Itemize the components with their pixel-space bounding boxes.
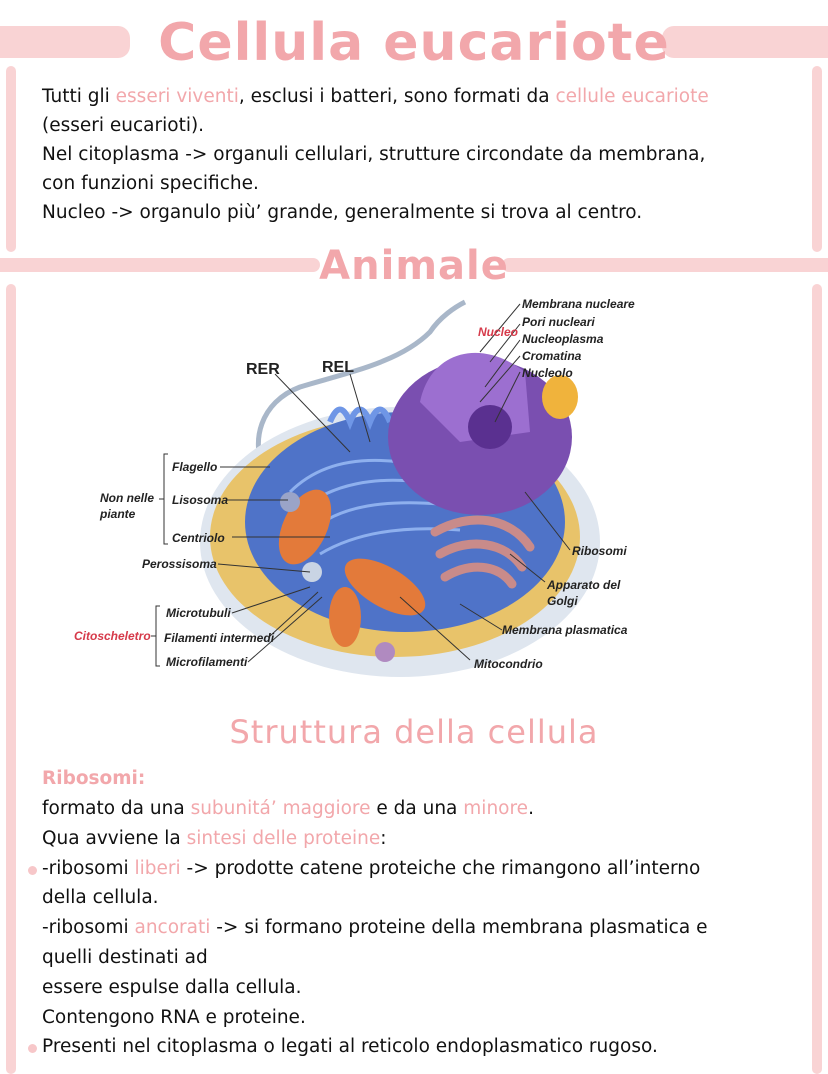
frame-right-bottom [812,284,822,1074]
label-piante: piante [100,507,136,521]
label-filamenti-intermedi: Filamenti intermedi [164,631,275,645]
label-rel: REL [322,359,354,376]
frame-left-bottom [6,284,16,1074]
frame-right-top [812,66,822,252]
label-flagello: Flagello [172,460,218,474]
section-animale-title: Animale [319,243,509,289]
label-ribosomi: Ribosomi [572,544,627,558]
highlight-minore: minore [463,798,529,819]
label-lisosoma: Lisosoma [172,493,229,507]
label-citoscheletro: Citoscheletro [74,629,151,643]
label-apparato-del: Apparato del [547,578,621,592]
ribosomi-text: formato da una subunitá’ maggiore e da una minore. Qua avviene la sintesi delle proteine: -ribosomi liberi -> prodotte catene proteiche che rimangono all’interno della cellula. -ribosomi ancorati -> si formano proteine della membrana plasmatica e quelli destinati ad essere espulse dalla cellula. Contengono RNA e proteine. Presenti nel citoplasma o legati al reticolo endoplasmatico rugoso. [42,798,708,1058]
frame-left-top [6,66,16,252]
label-perossisoma: Perossisoma [142,557,217,571]
highlight-ancorati: ancorati [134,917,211,939]
label-golgi: Golgi [547,594,578,608]
label-cromatina: Cromatina [522,349,582,363]
highlight-liberi: liberi [134,857,181,879]
label-membrana-plasmatica: Membrana plasmatica [502,623,628,637]
label-rer: RER [246,361,280,378]
highlight-sintesi-proteine: sintesi delle proteine [186,827,381,849]
label-centriolo: Centriolo [172,531,225,545]
label-pori-nucleari: Pori nucleari [522,315,595,329]
label-non-nelle: Non nelle [100,491,155,505]
label-nucleoplasma: Nucleoplasma [522,332,604,346]
animal-cell-diagram [60,292,660,692]
bullet-dot-2 [28,1044,37,1053]
bullet-dot-1 [28,866,37,875]
label-microtubuli: Microtubuli [166,606,231,620]
label-membrana-nucleare: Membrana nucleare [522,297,635,311]
ribosomi-heading: Ribosomi: [42,768,146,789]
label-mitocondrio: Mitocondrio [474,657,543,671]
page-title: Cellula eucariote [158,13,670,73]
label-microfilamenti: Microfilamenti [166,655,248,669]
intro-text: Tutti gli esseri viventi, esclusi i batteri, sono formati da cellule eucariote (esseri eucarioti). Nel citoplasma -> organuli cellulari, strutture circondate da membrana, con funzioni specifiche. Nucleo -> organulo più’ grande, generalmente si trova al centro. [42,86,709,223]
highlight-esseri-viventi: esseri viventi [115,86,239,107]
label-nucleolo: Nucleolo [522,366,573,380]
label-nucleo: Nucleo [478,325,519,339]
highlight-cellule-eucariote: cellule eucariote [555,86,709,107]
section-struttura-title: Struttura della cellula [229,713,599,751]
highlight-subunita-maggiore: subunitá’ maggiore [190,798,371,819]
